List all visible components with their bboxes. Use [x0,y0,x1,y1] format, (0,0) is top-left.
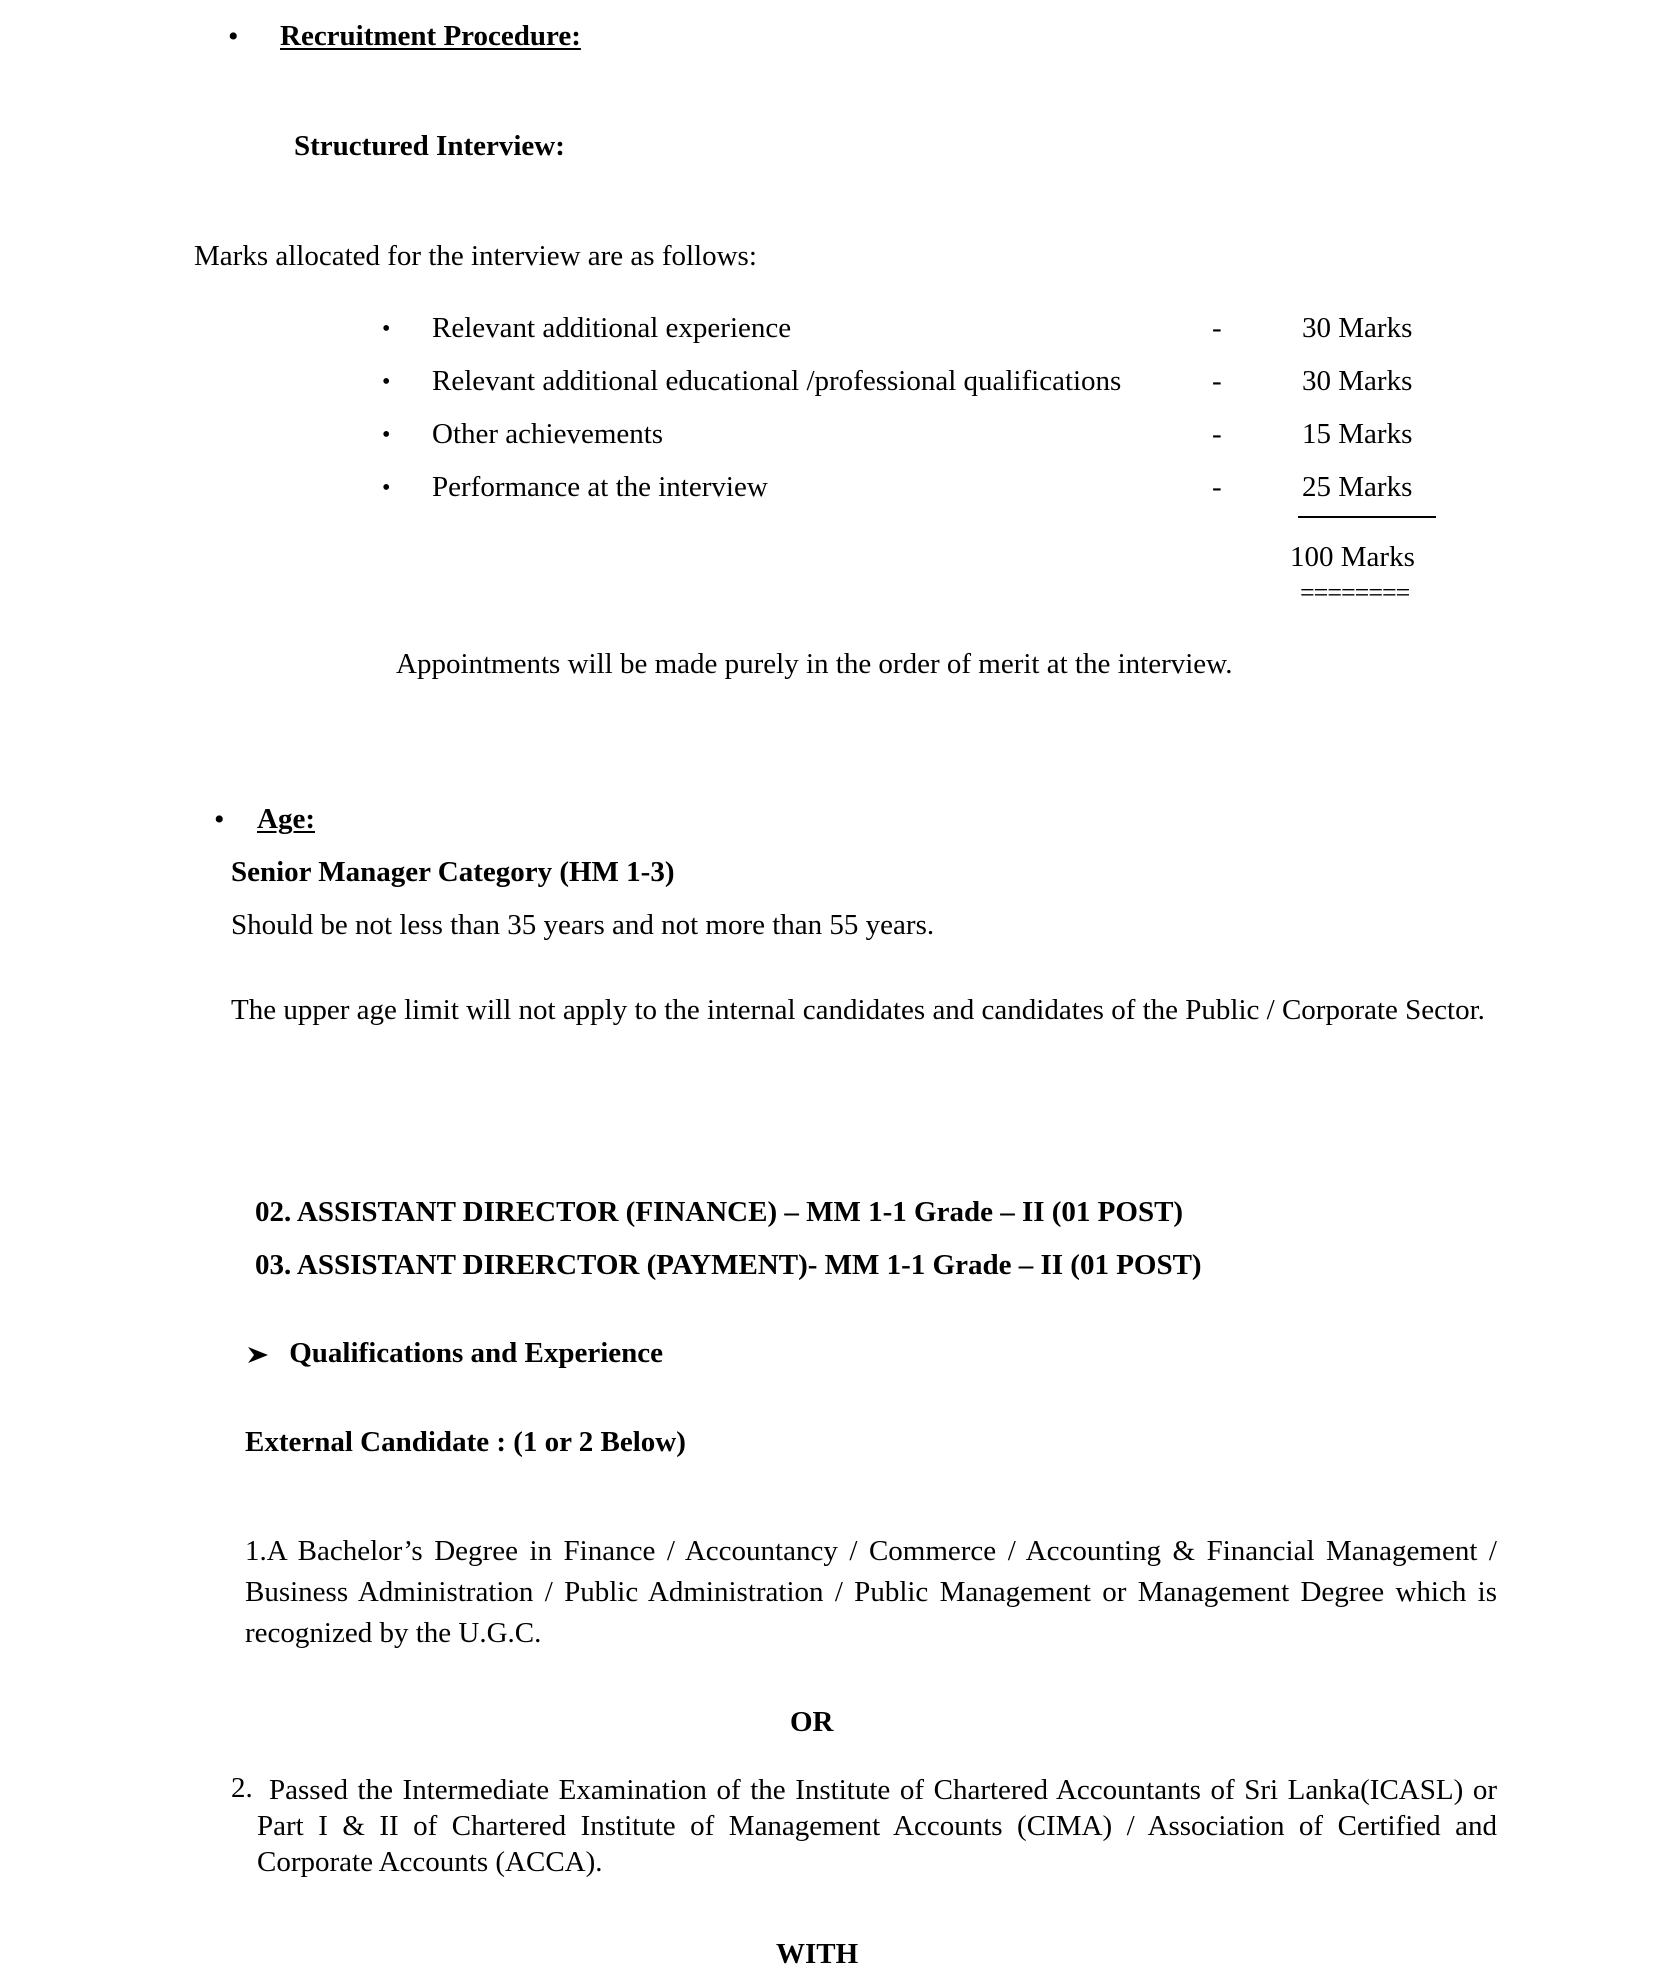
marks-total: 100 Marks [1290,541,1415,573]
merit-note: Appointments will be made purely in the order of merit at the interview. [396,648,1233,680]
section-heading-recruitment: Recruitment Procedure: [280,20,581,52]
option-1-text: 1.A Bachelor’s Degree in Finance / Accountancy / Commerce / Accounting & Financial Management / Business Administration / Public Administration / Public Management or Management Degree which is recognized by the U.G.C. [245,1535,1497,1649]
marks-item-dash: - [1212,471,1222,503]
qualifications-heading: Qualifications and Experience [289,1337,664,1369]
sub-heading-structured-interview: Structured Interview: [294,130,565,162]
marks-item-dash: - [1212,312,1222,344]
marks-item-label: Relevant additional educational /professional qualifications [432,365,1122,397]
marks-item-value: 15 Marks [1302,418,1413,450]
option-2-text: Passed the Intermediate Examination of the Institute of Chartered Accountants of Sri Lanka(ICASL) or Part I & II of Chartered Institute of Management Accounts (CIMA) / Association of Certified and Corporate Accounts (ACCA). [257,1774,1497,1878]
or-separator: OR [790,1706,834,1738]
bullet: • [382,422,391,448]
arrow-bullet-icon [246,1345,272,1365]
marks-item-label: Performance at the interview [432,471,768,503]
with-separator: WITH [776,1938,859,1970]
section-heading-age: Age: [257,803,315,835]
post-title-payment: 03. ASSISTANT DIRERCTOR (PAYMENT)- MM 1-1 Grade – II (01 POST) [255,1249,1202,1281]
total-rule [1298,516,1436,518]
marks-item-label: Other achievements [432,418,664,450]
marks-item-value: 30 Marks [1302,312,1413,344]
bullet: • [382,475,391,501]
marks-item-label: Relevant additional experience [432,312,792,344]
marks-intro: Marks allocated for the interview are as follows: [194,240,757,272]
bullet: • [228,20,239,53]
marks-item-value: 30 Marks [1302,365,1413,397]
bullet: • [214,803,225,836]
bullet: • [382,369,391,395]
bullet: • [382,316,391,342]
marks-item-dash: - [1212,418,1222,450]
qualifications-heading-row [246,1337,663,1370]
post-title-finance: 02. ASSISTANT DIRECTOR (FINANCE) – MM 1-1 Grade – II (01 POST) [255,1196,1184,1228]
marks-item-value: 25 Marks [1302,471,1413,503]
marks-item-dash: - [1212,365,1222,397]
option-2-number: 2. [231,1772,253,1804]
age-category: Senior Manager Category (HM 1-3) [231,856,675,888]
age-limit: Should be not less than 35 years and not more than 55 years. [231,909,935,941]
external-candidate-heading: External Candidate : (1 or 2 Below) [245,1426,686,1458]
total-double-underline: ======== [1300,578,1410,607]
age-note: The upper age limit will not apply to the internal candidates and candidates of the Public / Corporate Sector. [231,994,1485,1026]
